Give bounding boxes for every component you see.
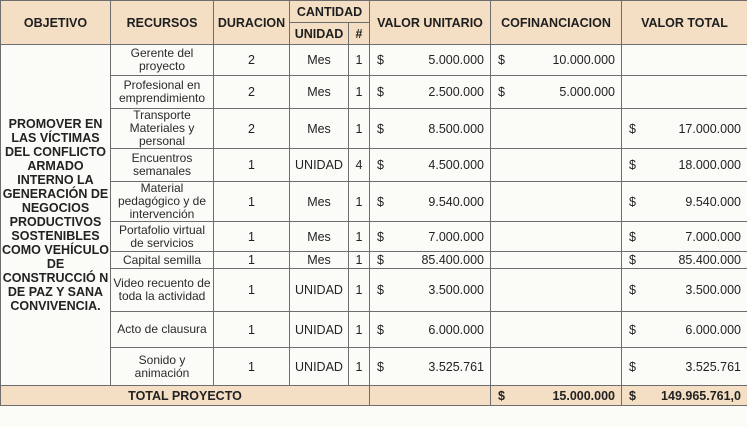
- cantidad-cell: 1: [349, 76, 370, 109]
- recurso-cell: Portafolio virtual de servicios: [111, 222, 214, 252]
- currency-symbol: $: [377, 158, 384, 172]
- currency-symbol: $: [629, 359, 636, 374]
- amount: 3.525.761: [685, 359, 741, 374]
- valor-total-cell: [622, 269, 747, 312]
- currency-symbol: $: [629, 229, 636, 244]
- duracion-cell: 1: [214, 222, 290, 252]
- amount: 8.500.000: [428, 121, 484, 136]
- currency-symbol: $: [498, 85, 505, 99]
- cofinanciacion-cell: [491, 149, 622, 182]
- recurso-cell: Encuentros semanales: [111, 149, 214, 182]
- table-row: [1, 76, 747, 109]
- cantidad-cell: 1: [349, 348, 370, 386]
- header-cofinanciacion: COFINANCIACION: [491, 1, 622, 45]
- valor-total-cell: [622, 45, 747, 76]
- duracion-cell: 2: [214, 76, 290, 109]
- valor-unitario-cell: [370, 312, 491, 348]
- currency-symbol: $: [629, 158, 636, 172]
- currency-symbol: $: [377, 322, 384, 337]
- duracion-cell: 1: [214, 269, 290, 312]
- cofinanciacion-cell: [491, 348, 622, 386]
- duracion-cell: 2: [214, 45, 290, 76]
- amount: 85.400.000: [421, 253, 484, 267]
- valor-total-cell: [622, 222, 747, 252]
- valor-unitario-cell: [370, 222, 491, 252]
- duracion-cell: 1: [214, 182, 290, 222]
- table-row: [1, 222, 747, 252]
- total-row: [1, 386, 747, 406]
- amount: 3.500.000: [428, 283, 484, 297]
- amount: 5.000.000: [559, 85, 615, 99]
- duracion-cell: 1: [214, 149, 290, 182]
- valor-unitario-cell: [370, 182, 491, 222]
- amount: 3.525.761: [428, 359, 484, 374]
- header-unidad: UNIDAD: [290, 23, 349, 45]
- valor-unitario-cell: [370, 76, 491, 109]
- cofinanciacion-cell: [491, 76, 622, 109]
- cofinanciacion-cell: [491, 222, 622, 252]
- currency-symbol: $: [629, 253, 636, 267]
- unidad-cell: Mes: [290, 109, 349, 149]
- amount: 85.400.000: [678, 253, 741, 267]
- cantidad-cell: 1: [349, 312, 370, 348]
- amount: 7.000.000: [428, 229, 484, 244]
- valor-unitario-cell: [370, 252, 491, 269]
- cofinanciacion-cell: [491, 45, 622, 76]
- amount: 9.540.000: [685, 194, 741, 209]
- amount: 7.000.000: [685, 229, 741, 244]
- currency-symbol: $: [377, 229, 384, 244]
- amount: 6.000.000: [685, 322, 741, 337]
- total-cofinanciacion-cell: [491, 386, 622, 406]
- header-objetivo: OBJETIVO: [1, 1, 111, 45]
- cantidad-cell: 4: [349, 149, 370, 182]
- table-row: [1, 45, 747, 76]
- valor-total-cell: [622, 109, 747, 149]
- recurso-cell: Sonido y animación: [111, 348, 214, 386]
- header-row: [1, 1, 747, 23]
- cofinanciacion-cell: [491, 252, 622, 269]
- amount: 3.500.000: [685, 283, 741, 297]
- recurso-cell: Gerente del proyecto: [111, 45, 214, 76]
- currency-symbol: $: [498, 388, 505, 403]
- currency-symbol: $: [377, 283, 384, 297]
- total-amount: 149.965.761,0: [661, 388, 741, 403]
- unidad-cell: Mes: [290, 45, 349, 76]
- table-row: [1, 252, 747, 269]
- valor-total-cell: [622, 182, 747, 222]
- unidad-cell: Mes: [290, 76, 349, 109]
- valor-total-cell: [622, 312, 747, 348]
- unidad-cell: UNIDAD: [290, 348, 349, 386]
- cofinanciacion-cell: [491, 182, 622, 222]
- currency-symbol: $: [377, 121, 384, 136]
- cantidad-cell: 1: [349, 182, 370, 222]
- unidad-cell: Mes: [290, 222, 349, 252]
- cantidad-cell: 1: [349, 109, 370, 149]
- amount: 4.500.000: [428, 158, 484, 172]
- currency-symbol: $: [377, 85, 384, 99]
- valor-unitario-cell: [370, 45, 491, 76]
- amount: 18.000.000: [678, 158, 741, 172]
- currency-symbol: $: [377, 359, 384, 374]
- recurso-cell: Material pedagógico y de intervención: [111, 182, 214, 222]
- currency-symbol: $: [629, 194, 636, 209]
- duracion-cell: 2: [214, 109, 290, 149]
- valor-unitario-cell: [370, 149, 491, 182]
- currency-symbol: $: [498, 53, 505, 67]
- valor-total-cell: [622, 76, 747, 109]
- recurso-cell: Acto de clausura: [111, 312, 214, 348]
- valor-total-cell: [622, 348, 747, 386]
- cantidad-cell: 1: [349, 222, 370, 252]
- duracion-cell: 1: [214, 252, 290, 269]
- currency-symbol: $: [377, 194, 384, 209]
- amount: 10.000.000: [552, 53, 615, 67]
- recurso-cell: Profesional en emprendimiento: [111, 76, 214, 109]
- total-label: TOTAL PROYECTO: [1, 386, 370, 406]
- recurso-cell: Video recuento de toda la actividad: [111, 269, 214, 312]
- unidad-cell: Mes: [290, 182, 349, 222]
- duracion-cell: 1: [214, 348, 290, 386]
- unidad-cell: Mes: [290, 252, 349, 269]
- valor-total-cell: [622, 252, 747, 269]
- currency-symbol: $: [629, 121, 636, 136]
- cofinanciacion-cell: [491, 109, 622, 149]
- cantidad-cell: 1: [349, 252, 370, 269]
- header-cantidad: CANTIDAD: [290, 1, 370, 23]
- valor-unitario-cell: [370, 348, 491, 386]
- amount: 17.000.000: [678, 121, 741, 136]
- recurso-cell: Transporte Materiales y personal: [111, 109, 214, 149]
- currency-symbol: $: [629, 283, 636, 297]
- table-row: [1, 149, 747, 182]
- valor-unitario-cell: [370, 269, 491, 312]
- header-duracion: DURACION: [214, 1, 290, 45]
- table-row: [1, 348, 747, 386]
- table-row: [1, 109, 747, 149]
- header-recursos: RECURSOS: [111, 1, 214, 45]
- unidad-cell: UNIDAD: [290, 269, 349, 312]
- valor-total-cell: [622, 149, 747, 182]
- table-row: [1, 312, 747, 348]
- header-numero: #: [349, 23, 370, 45]
- objetivo-cell: PROMOVER EN LAS VÍCTIMAS DEL CONFLICTO ARMADO INTERNO LA GENERACIÓN DE NEGOCIOS PRODUCTIVOS SOSTENIBLES COMO VEHÍCULO DE CONSTRUCCIÓ N DE PAZ Y SANA CONVIVENCIA.: [1, 45, 111, 386]
- currency-symbol: $: [377, 253, 384, 267]
- header-valor-total: VALOR TOTAL: [622, 1, 747, 45]
- unidad-cell: UNIDAD: [290, 312, 349, 348]
- amount: 2.500.000: [428, 85, 484, 99]
- total-valor-total-cell: [622, 386, 747, 406]
- cantidad-cell: 1: [349, 269, 370, 312]
- currency-symbol: $: [629, 322, 636, 337]
- header-valor-unitario: VALOR UNITARIO: [370, 1, 491, 45]
- amount: 5.000.000: [428, 53, 484, 67]
- cofinanciacion-cell: [491, 269, 622, 312]
- unidad-cell: UNIDAD: [290, 149, 349, 182]
- total-valor-unitario-empty: [370, 386, 491, 406]
- currency-symbol: $: [629, 388, 636, 403]
- table-row: [1, 182, 747, 222]
- total-amount: 15.000.000: [552, 388, 615, 403]
- table-row: [1, 269, 747, 312]
- cofinanciacion-cell: [491, 312, 622, 348]
- amount: 9.540.000: [428, 194, 484, 209]
- valor-unitario-cell: [370, 109, 491, 149]
- cantidad-cell: 1: [349, 45, 370, 76]
- currency-symbol: $: [377, 53, 384, 67]
- duracion-cell: 1: [214, 312, 290, 348]
- recurso-cell: Capital semilla: [111, 252, 214, 269]
- amount: 6.000.000: [428, 322, 484, 337]
